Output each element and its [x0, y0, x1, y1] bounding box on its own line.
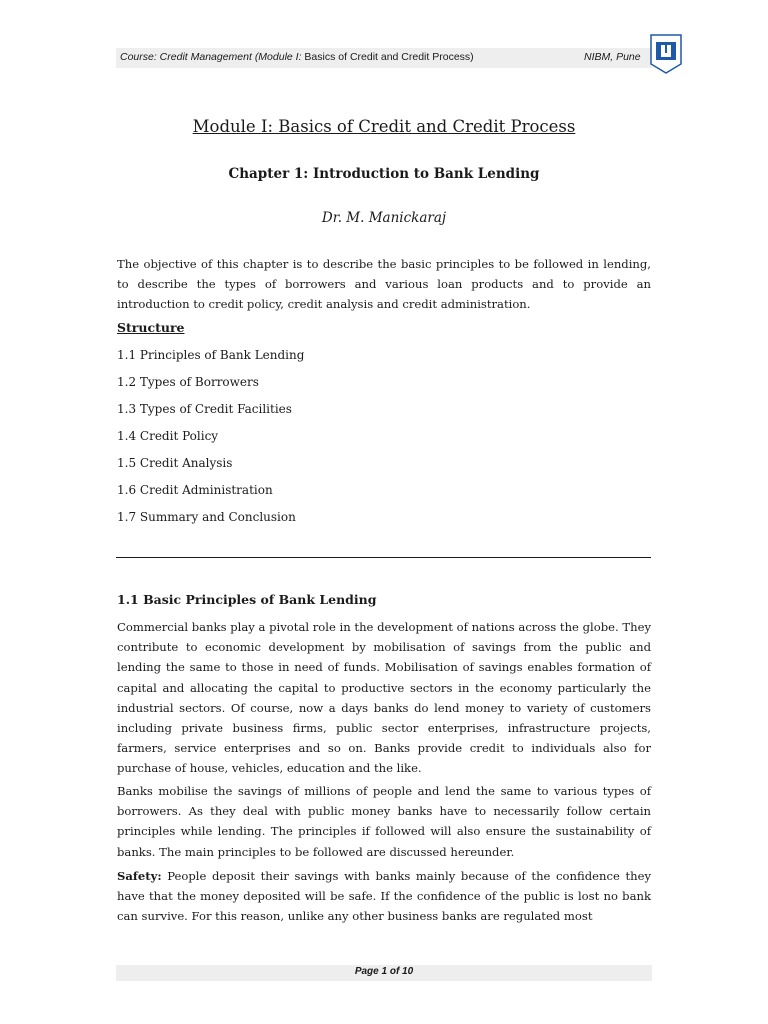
course-topic: Basics of Credit and Credit Process) — [304, 51, 474, 63]
section-divider — [116, 557, 651, 558]
toc-item-1-5: 1.5 Credit Analysis — [117, 456, 233, 470]
toc-item-1-2: 1.2 Types of Borrowers — [117, 375, 259, 389]
author-name: Dr. M. Manickaraj — [321, 210, 447, 226]
institute-header: NIBM, Pune — [584, 51, 641, 63]
chapter-title: Chapter 1: Introduction to Bank Lending — [228, 166, 540, 182]
section-paragraph-1: Commercial banks play a pivotal role in the development of nations across the globe. They contribute to economic development by mobilisation of savings from the public and lending the same to those in need of funds. Mobilisation of savings enables formation of capital and allocating the capital to productive sectors in the economy particularly the industrial sectors. Of course, now a days banks do lend money to variety of customers including private business firms, public sector enterprises, infrastructure projects, farmers, service enterprises and so on. Banks provide credit to individuals also for purchase of house, vehicles, education and the like. — [117, 620, 651, 776]
toc-item-1-7: 1.7 Summary and Conclusion — [117, 510, 296, 524]
nibm-logo-icon — [650, 34, 682, 74]
toc-item-1-1: 1.1 Principles of Bank Lending — [117, 348, 305, 362]
safety-label: Safety: — [117, 869, 162, 883]
safety-text: People deposit their savings with banks mainly because of the confidence they have that the money deposited will be safe. If the confidence of the public is lost no bank can survive. For this reason, unlike any other business banks are regulated most — [117, 869, 651, 924]
section-paragraph-2: Banks mobilise the savings of millions of people and lend the same to various types of borrowers. As they deal with public money banks have to necessarily follow certain principles while lending. The principles if followed will also ensure the sustainability of banks. The main principles to be followed are discussed hereunder. — [117, 784, 651, 859]
objective-paragraph: The objective of this chapter is to describe the basic principles to be followed in lending, to describe the types of borrowers and various loan products and to provide an introduction to credit policy, credit analysis and credit administration. — [117, 257, 651, 312]
safety-paragraph — [117, 866, 651, 927]
toc-item-1-3: 1.3 Types of Credit Facilities — [117, 402, 292, 416]
course-header — [120, 51, 474, 63]
toc-item-1-6: 1.6 Credit Administration — [117, 483, 273, 497]
course-label: Course: Credit Management (Module I: — [120, 51, 305, 63]
section-heading-1-1: 1.1 Basic Principles of Bank Lending — [117, 592, 377, 607]
module-title: Module I: Basics of Credit and Credit Process — [192, 117, 576, 136]
page-number: Page 1 of 10 — [354, 966, 414, 977]
structure-heading: Structure — [117, 320, 185, 335]
toc-item-1-4: 1.4 Credit Policy — [117, 429, 219, 443]
